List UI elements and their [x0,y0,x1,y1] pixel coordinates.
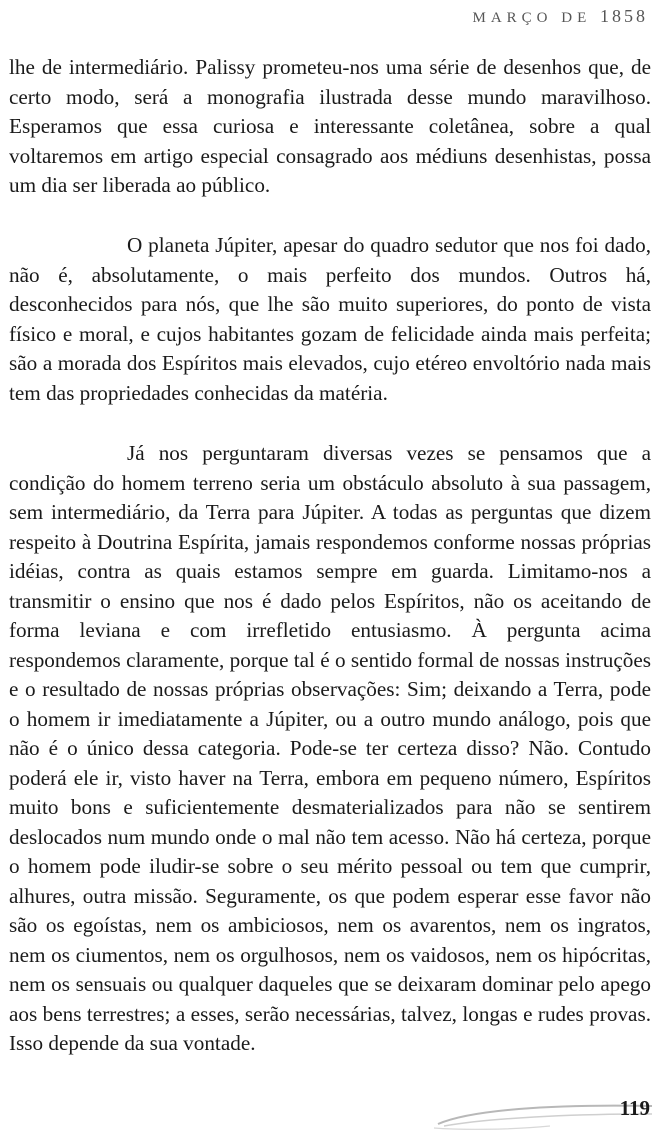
paragraph-continuation [9,53,651,201]
header-month: MARÇO DE [472,10,592,26]
page-number: 119 [619,1096,650,1120]
paragraph-question [9,439,651,1059]
page-footer [430,1090,656,1132]
paragraph-jupiter [9,231,651,408]
running-header [472,6,648,27]
paragraph-text: O planeta Júpiter, apesar do quadro sedutor que nos foi dado, não é, absolutamente, o mais perfeito dos mundos. Outros há, desconhecidos para nós, que lhe são muito superiores, do ponto de vista físico e moral, e cujos habitantes gozam de felicidade ainda mais perfeita; são a morada dos Espíritos mais elevados, cujo etéreo envoltório nada mais tem das propriedades conhecidas da matéria. [9,233,651,405]
paragraph-text: lhe de intermediário. Palissy prometeu-nos uma série de desenhos que, de certo modo, será a monografia ilustrada desse mundo maravilhoso. Esperamos que essa curiosa e interessante coletânea, sobre a qual voltaremos em artigo especial consagrado aos médiuns desenhistas, possa um dia ser liberada ao público. [9,55,651,197]
paragraph-text: Já nos perguntaram diversas vezes se pensamos que a condição do homem terreno seria um obstáculo absoluto à sua passagem, sem intermediário, da Terra para Júpiter. A todas as perguntas que dizem respeito à Doutrina Espírita, jamais respondemos conforme nossas próprias idéias, contra as quais estamos sempre em guarda. Limitamo-nos a transmitir o ensino que nos é dado pelos Espíritos, não os aceitando de forma leviana e com irrefletido entusiasmo. À pergunta acima respondemos claramente, porque tal é o sentido formal de nossas instruções e o resultado de nossas próprias observações: Sim; deixando a Terra, pode o homem ir imediatamente a Júpiter, ou a outro mundo análogo, pois que não é o único dessa categoria. Pode-se ter certeza disso? Não. Contudo poderá ele ir, visto haver na Terra, embora em pequeno número, Espíritos muito bons e suficientemente desmaterializados para não se sentirem deslocados num mundo onde o mal não tem acesso. Não há certeza, porque o homem pode iludir-se sobre o seu mérito pessoal ou tem que cumprir, alhures, outra missão. Seguramente, os que podem esperar esse favor não são os egoístas, nem os ambiciosos, nem os avarentos, nem os ingratos, nem os ciumentos, nem os orgulhosos, nem os vaidosos, nem os hipócritas, nem os sensuais ou qualquer daqueles que se deixaram dominar pelo apego aos bens terrestres; a esses, serão necessárias, talvez, longas e rudes provas. Isso depende da sua vontade. [9,441,651,1055]
header-year: 1858 [600,6,648,26]
